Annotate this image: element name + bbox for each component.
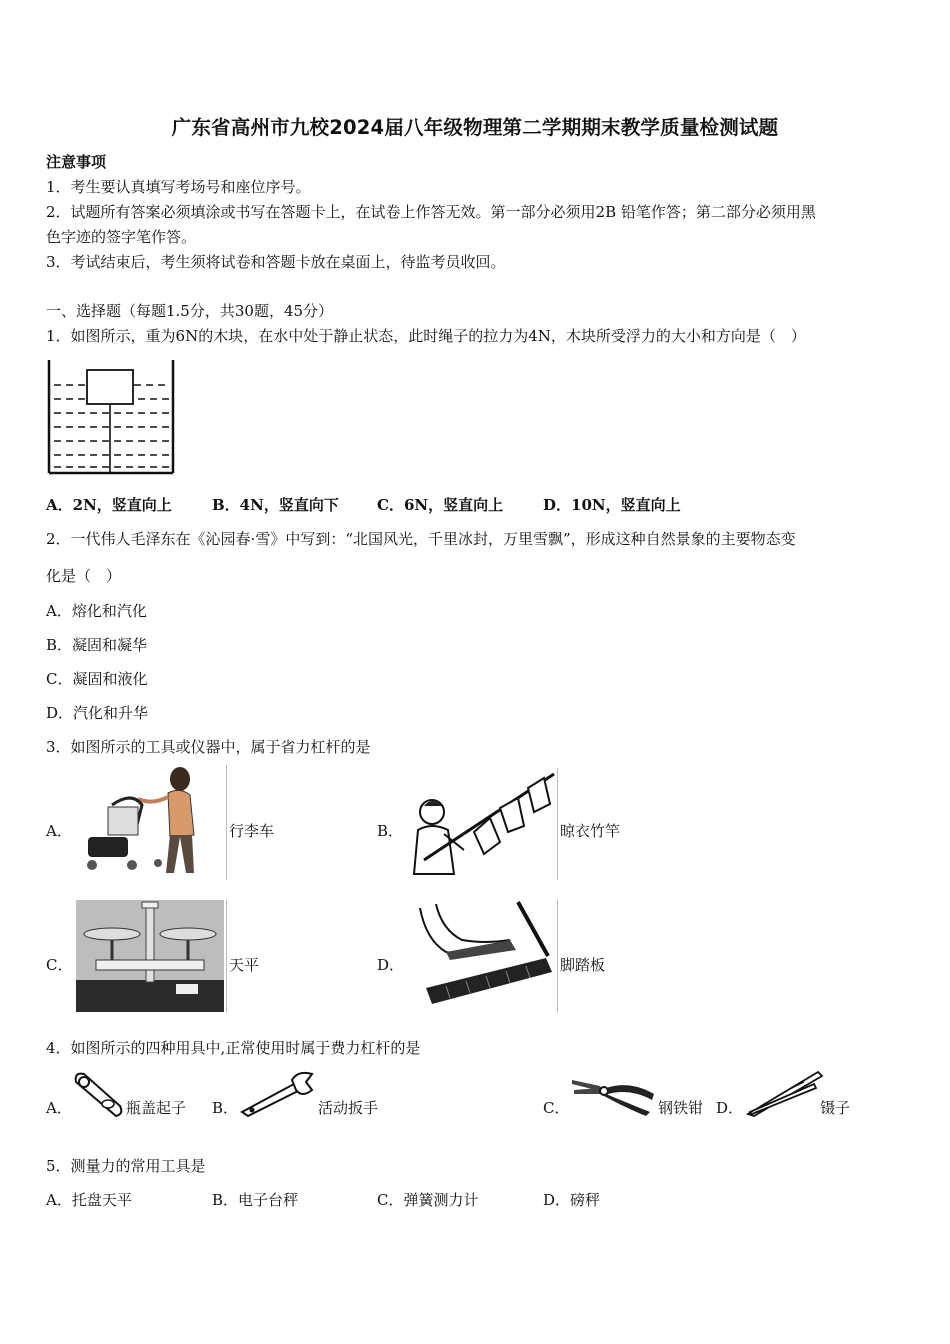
notice-heading: 注意事项	[46, 153, 107, 171]
luggage-cart-image	[72, 765, 224, 880]
notice-item: 1．考生要认真填写考场号和座位序号。	[46, 178, 311, 196]
clothes-pole-image	[404, 768, 556, 880]
question-5-option-c[interactable]: C．弹簧测力计	[377, 1191, 479, 1209]
section-heading: 一、选择题（每题1.5分，共30题，45分）	[46, 302, 334, 320]
question-1-option-d[interactable]: D．10N，竖直向上	[543, 496, 681, 514]
notice-item: 色字迹的签字笔作答。	[46, 228, 197, 246]
image-divider	[226, 900, 227, 1012]
question-2-option-c[interactable]: C．凝固和液化	[46, 670, 148, 688]
question-3-option-a-letter[interactable]: A．	[46, 822, 72, 840]
question-4-option-d-label: 镊子	[820, 1099, 851, 1117]
question-5-option-d[interactable]: D．磅秤	[543, 1191, 601, 1209]
question-1-option-c[interactable]: C．6N，竖直向上	[377, 496, 504, 514]
question-5-option-a[interactable]: A．托盘天平	[46, 1191, 132, 1209]
water-block-diagram	[46, 358, 176, 476]
question-3-stem: 3．如图所示的工具或仪器中，属于省力杠杆的是	[46, 738, 371, 756]
question-2-option-d[interactable]: D．汽化和升华	[46, 704, 149, 722]
bottle-opener-image	[70, 1070, 126, 1120]
question-4-option-b-label: 活动扳手	[318, 1099, 379, 1117]
balance-scale-image	[76, 900, 224, 1012]
question-2-option-a[interactable]: A．熔化和汽化	[46, 602, 147, 620]
image-divider	[226, 765, 227, 880]
question-1-option-b[interactable]: B．4N，竖直向下	[212, 496, 339, 514]
question-3-option-d-letter[interactable]: D．	[377, 956, 405, 974]
question-1-option-a[interactable]: A．2N，竖直向上	[46, 496, 172, 514]
image-divider	[557, 768, 558, 880]
question-3-option-c-label: 天平	[229, 956, 260, 974]
adjustable-wrench-image	[238, 1070, 318, 1118]
question-3-option-b-letter[interactable]: B．	[377, 822, 404, 840]
notice-item: 3．考试结束后，考生须将试卷和答题卡放在桌面上，待监考员收回。	[46, 253, 506, 271]
question-4-option-b-letter[interactable]: B．	[212, 1099, 239, 1117]
question-2-stem: 2．一代伟人毛泽东在《沁园春·雪》中写到：“北国风光，千里冰封，万里雪飘”，形成这种自然景象的主要物态变	[46, 530, 796, 548]
question-4-option-a-letter[interactable]: A．	[46, 1099, 72, 1117]
question-2-stem-cont: 化是（ ）	[46, 567, 122, 585]
image-divider	[557, 900, 558, 1012]
question-2-option-b[interactable]: B．凝固和凝华	[46, 636, 148, 654]
question-4-option-a-label: 瓶盖起子	[126, 1099, 187, 1117]
question-3-option-c-letter[interactable]: C．	[46, 956, 73, 974]
question-4-option-d-letter[interactable]: D．	[716, 1099, 744, 1117]
question-5-stem: 5．测量力的常用工具是	[46, 1157, 206, 1175]
question-4-stem: 4．如图所示的四种用具中,正常使用时属于费力杠杆的是	[46, 1039, 421, 1057]
notice-item: 2．试题所有答案必须填涂或书写在答题卡上，在试卷上作答无效。第一部分必须用2B 铅笔作答；第二部分必须用黑	[46, 203, 816, 221]
pedal-image	[406, 900, 556, 1012]
question-3-option-d-label: 脚踏板	[560, 956, 606, 974]
question-4-option-c-letter[interactable]: C．	[543, 1099, 570, 1117]
question-4-option-c-label: 钢铁钳	[658, 1099, 704, 1117]
question-3-option-a-label: 行李车	[229, 822, 275, 840]
tweezers-image	[744, 1068, 824, 1120]
question-5-option-b[interactable]: B．电子台秤	[212, 1191, 299, 1209]
question-3-option-b-label: 晾衣竹竿	[560, 822, 621, 840]
page-title: 广东省高州市九校2024届八年级物理第二学期期末教学质量检测试题	[171, 116, 779, 139]
question-1-stem: 1．如图所示，重为6N的木块，在水中处于静止状态，此时绳子的拉力为4N，木块所受浮力的大小和方向是（ ）	[46, 327, 806, 345]
pliers-image	[570, 1074, 658, 1118]
